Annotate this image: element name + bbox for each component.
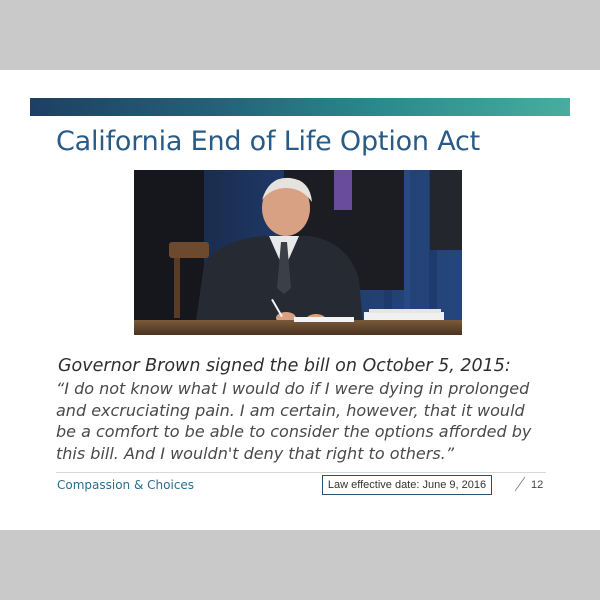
footer-divider	[56, 472, 546, 473]
quote-line: and excruciating pain. I am certain, however, that it would	[56, 400, 525, 420]
header-gradient-bar	[30, 98, 570, 116]
effective-date-box: Law effective date: June 9, 2016	[322, 475, 492, 495]
quote-line: “I do not know what I would do if I were dying in prolonged	[56, 379, 530, 398]
slash-mark-icon	[512, 476, 528, 492]
footer-brand: Compassion & Choices	[57, 478, 195, 492]
quote-line: be a comfort to be able to consider the options afforded by	[56, 422, 532, 441]
governor-quote	[56, 378, 556, 464]
signing-caption: Governor Brown signed the bill on October 5, 2015:	[58, 356, 511, 376]
quote-line: this bill. And I wouldn't deny that right to others.”	[56, 443, 455, 463]
slide	[0, 70, 600, 530]
slide-title: California End of Life Option Act	[56, 126, 481, 157]
page-number: 12	[531, 479, 544, 491]
signing-photo	[134, 170, 462, 335]
